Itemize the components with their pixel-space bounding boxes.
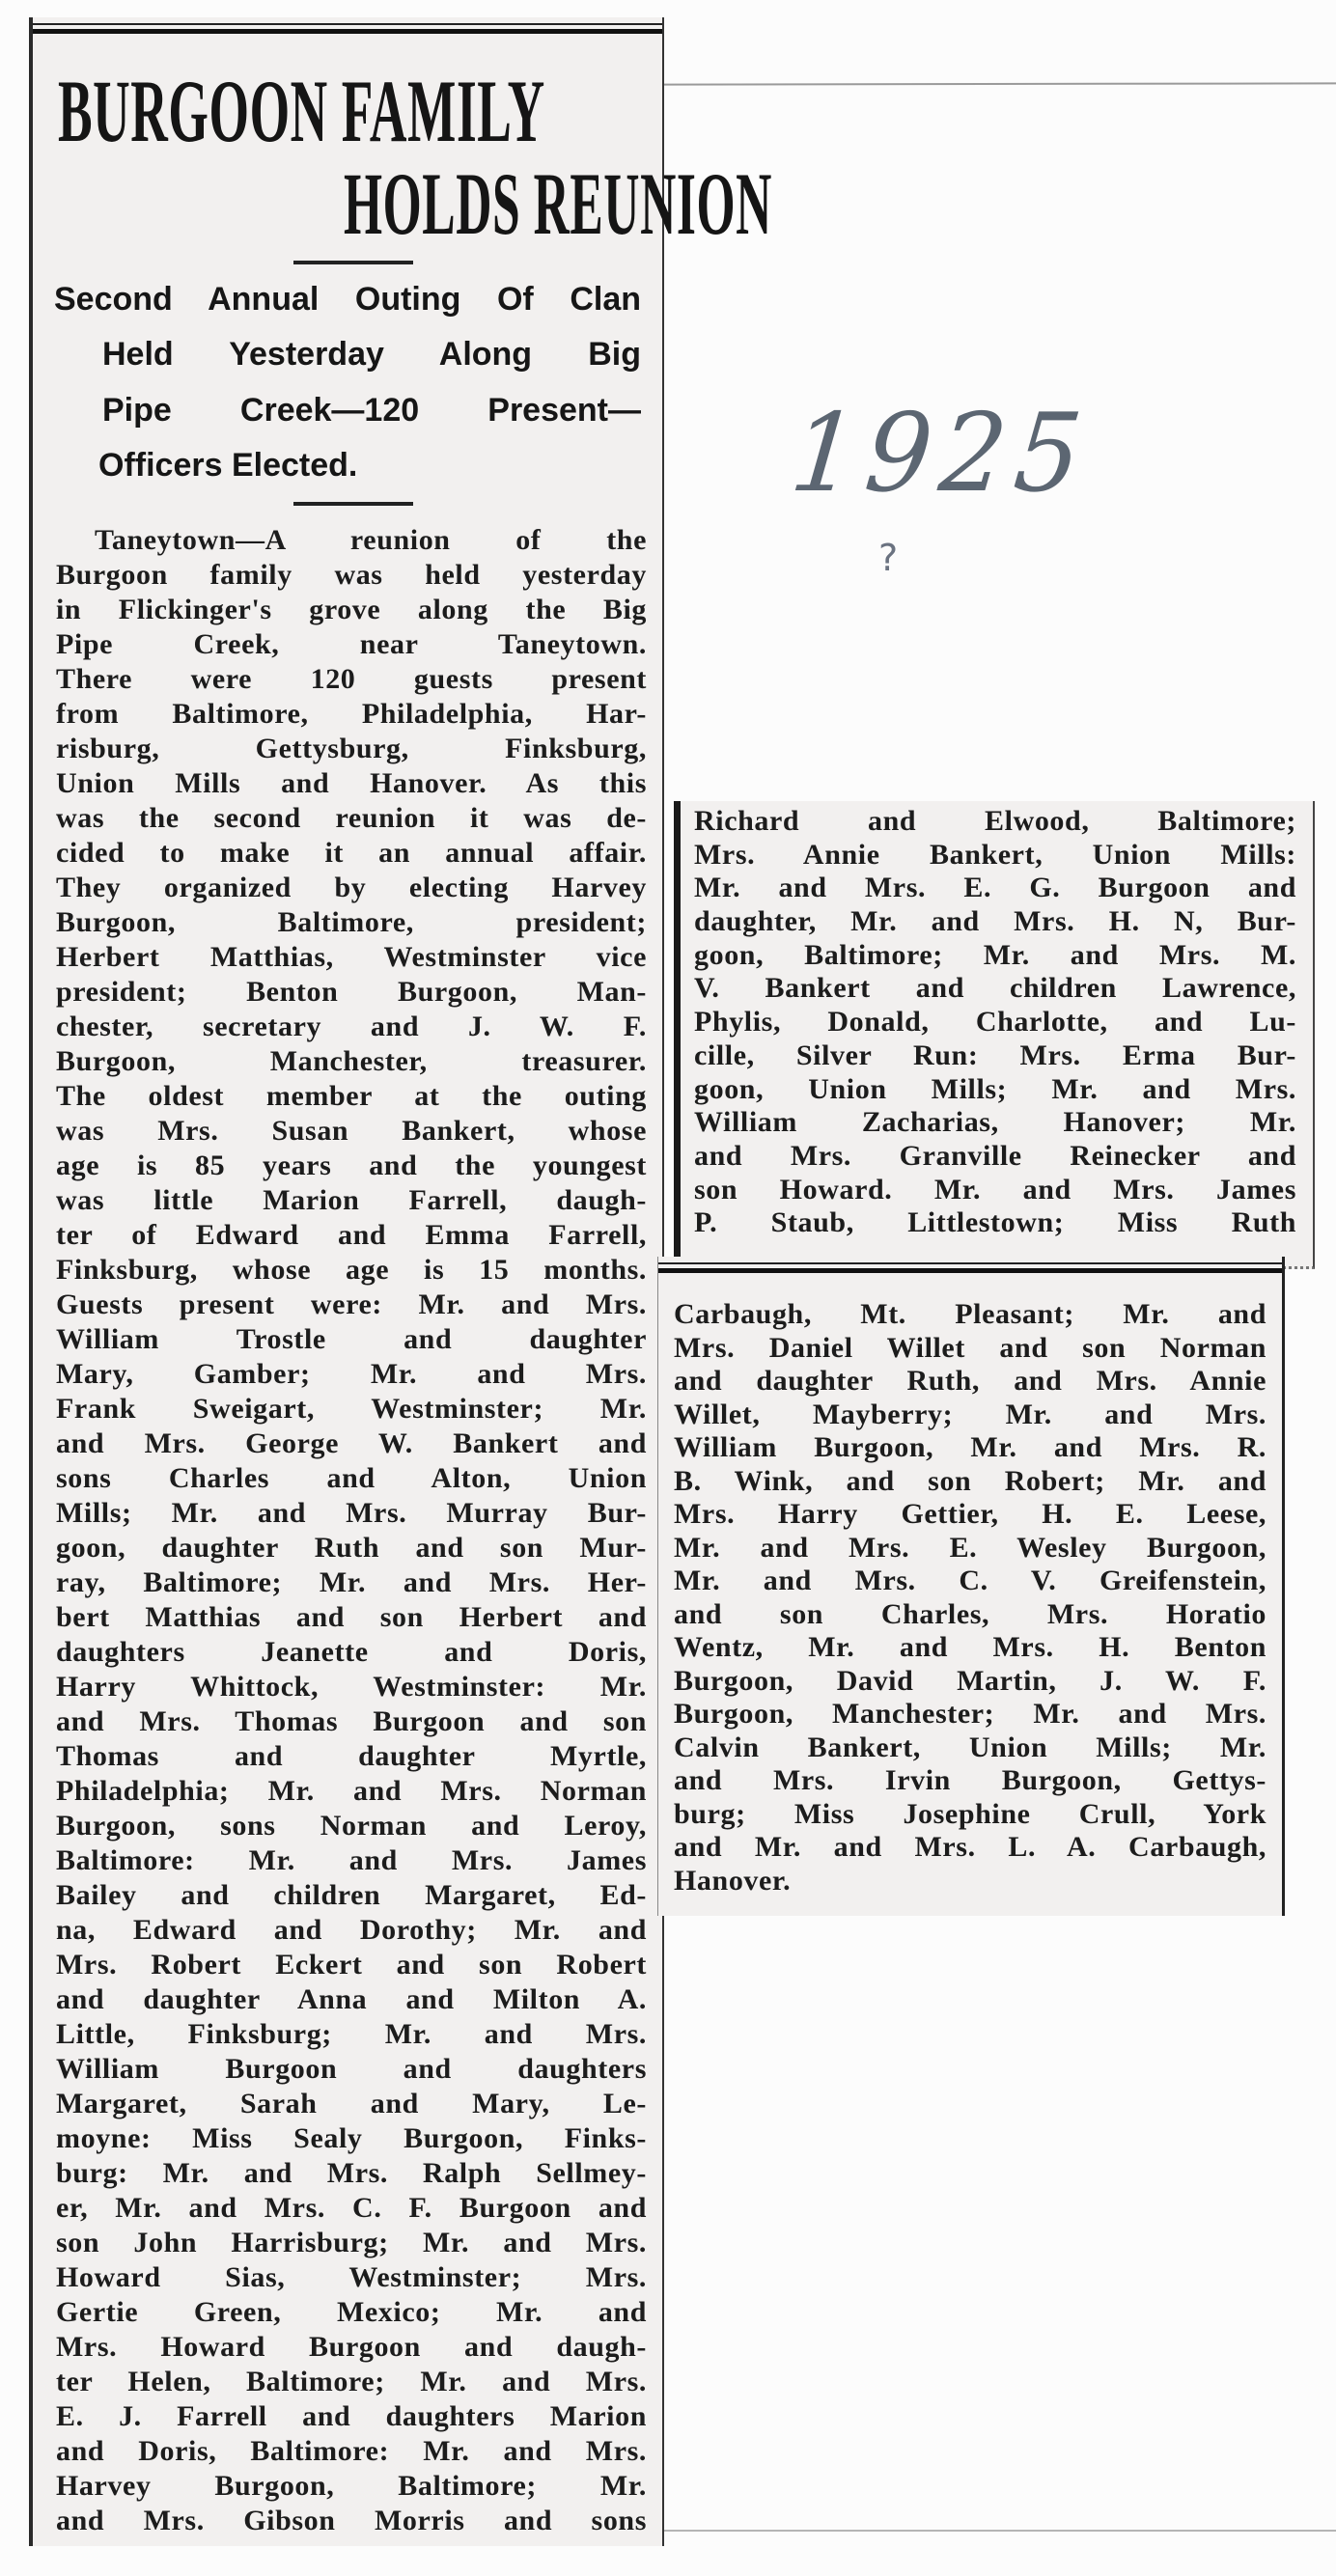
article-body-column-2: [694, 805, 1296, 1240]
text-line: goon, Baltimore; Mr. and Mrs. M.: [694, 938, 1296, 971]
article-body-column-3: [674, 1298, 1266, 1897]
text-line: V. Bankert and children Lawrence,: [694, 972, 1296, 1005]
text-line: Philadelphia; Mr. and Mrs. Norman: [56, 1775, 647, 1807]
text-line: son John Harrisburg; Mr. and Mrs.: [56, 2227, 647, 2258]
text-line: Burgoon, Baltimore, president;: [56, 906, 647, 938]
text-line: Mrs. Robert Eckert and son Robert: [56, 1949, 647, 1980]
text-line: Mr. and Mrs. E. Wesley Burgoon,: [674, 1531, 1266, 1564]
top-rule: [658, 1262, 1282, 1273]
text-line: and Mrs. Thomas Burgoon and son: [56, 1705, 647, 1737]
subheadline-line-2: Held Yesterday Along Big: [102, 336, 641, 373]
subheadline-line-1: Second Annual Outing Of Clan: [54, 281, 641, 318]
text-line: chester, secretary and J. W. F.: [56, 1011, 647, 1042]
text-line: and Mr. and Mrs. L. A. Carbaugh,: [674, 1831, 1266, 1863]
text-line: William Zacharias, Hanover; Mr.: [694, 1106, 1296, 1139]
text-line: Burgoon, sons Norman and Leroy,: [56, 1810, 647, 1842]
page-edge-line: [658, 82, 1336, 85]
text-line: Pipe Creek, near Taneytown.: [56, 628, 647, 660]
text-line: They organized by electing Harvey: [56, 872, 647, 903]
text-line: B. Wink, and son Robert; Mr. and: [674, 1464, 1266, 1497]
text-line: bert Matthias and son Herbert and: [56, 1601, 647, 1633]
text-line: son Howard. Mr. and Mrs. James: [694, 1173, 1296, 1205]
text-line: age is 85 years and the youngest: [56, 1150, 647, 1181]
text-line: Mills; Mr. and Mrs. Murray Bur-: [56, 1497, 647, 1529]
text-line: Richard and Elwood, Baltimore;: [694, 805, 1296, 837]
text-line: P. Staub, Littlestown; Miss Ruth: [694, 1206, 1296, 1239]
text-line: goon, daughter Ruth and son Mur-: [56, 1532, 647, 1564]
text-line: Mrs. Daniel Willet and son Norman: [674, 1331, 1266, 1364]
text-line: Bailey and children Margaret, Ed-: [56, 1879, 647, 1911]
text-line: Mrs. Howard Burgoon and daugh-: [56, 2331, 647, 2363]
subheadline-line-3: Pipe Creek—120 Present—: [102, 392, 641, 429]
text-line: burg; Miss Josephine Crull, York: [674, 1797, 1266, 1830]
headline-line-2: HOLDS REUNION: [344, 154, 772, 253]
text-line: Howard Sias, Westminster; Mrs.: [56, 2261, 647, 2293]
text-line: from Baltimore, Philadelphia, Har-: [56, 698, 647, 730]
text-line: daughter, Mr. and Mrs. H. N, Bur-: [694, 905, 1296, 938]
text-line: and Mrs. Gibson Morris and sons: [56, 2505, 647, 2536]
text-line: daughters Jeanette and Doris,: [56, 1636, 647, 1668]
text-line: Frank Sweigart, Westminster; Mr.: [56, 1393, 647, 1425]
newspaper-clipping-continuation-2: [657, 1257, 1285, 1916]
text-line: William Trostle and daughter: [56, 1323, 647, 1355]
text-line: Burgoon, Manchester; Mr. and Mrs.: [674, 1698, 1266, 1730]
text-line: president; Benton Burgoon, Man-: [56, 976, 647, 1008]
text-line: ter Helen, Baltimore; Mr. and Mrs.: [56, 2366, 647, 2397]
text-line: moyne: Miss Sealy Burgoon, Finks-: [56, 2122, 647, 2154]
article-body-column-1: [56, 523, 647, 2538]
text-line: sons Charles and Alton, Union: [56, 1462, 647, 1494]
text-line: was Mrs. Susan Bankert, whose: [56, 1115, 647, 1147]
text-line: Calvin Bankert, Union Mills; Mr.: [674, 1731, 1266, 1763]
headline-line-1: BURGOON FAMILY: [58, 62, 545, 160]
text-line: ter of Edward and Emma Farrell,: [56, 1219, 647, 1251]
text-line: Mary, Gamber; Mr. and Mrs.: [56, 1358, 647, 1390]
text-line: Herbert Matthias, Westminster vice: [56, 941, 647, 973]
text-line: goon, Union Mills; Mr. and Mrs.: [694, 1072, 1296, 1105]
text-line: Harvey Burgoon, Baltimore; Mr.: [56, 2470, 647, 2502]
text-line: in Flickinger's grove along the Big: [56, 594, 647, 625]
text-line: Wentz, Mr. and Mrs. H. Benton: [674, 1631, 1266, 1663]
newspaper-clipping-continuation-1: [674, 801, 1315, 1269]
text-line: Gertie Green, Mexico; Mr. and: [56, 2296, 647, 2328]
text-line: Little, Finksburg; Mr. and Mrs.: [56, 2018, 647, 2050]
text-line: E. J. Farrell and daughters Marion: [56, 2400, 647, 2432]
divider-rule: [293, 502, 413, 506]
text-line: Carbaugh, Mt. Pleasant; Mr. and: [674, 1298, 1266, 1330]
text-line: Thomas and daughter Myrtle,: [56, 1740, 647, 1772]
text-line: and son Charles, Mrs. Horatio: [674, 1597, 1266, 1630]
text-line: Margaret, Sarah and Mary, Le-: [56, 2088, 647, 2119]
text-line: Mrs. Harry Gettier, H. E. Leese,: [674, 1498, 1266, 1530]
text-line: Burgoon, Manchester, treasurer.: [56, 1045, 647, 1077]
text-line: Mr. and Mrs. C. V. Greifenstein,: [674, 1565, 1266, 1596]
text-line: Mr. and Mrs. E. G. Burgoon and: [694, 872, 1296, 904]
top-rule: [33, 23, 662, 34]
text-line: Baltimore: Mr. and Mrs. James: [56, 1844, 647, 1876]
text-line: The oldest member at the outing: [56, 1080, 647, 1112]
text-line: Phylis, Donald, Charlotte, and Lu-: [694, 1006, 1296, 1039]
text-line: and daughter Ruth, and Mrs. Annie: [674, 1365, 1266, 1397]
divider-rule: [293, 261, 413, 264]
text-line: cided to make it an annual affair.: [56, 837, 647, 869]
text-line: Taneytown—A reunion of the: [95, 524, 647, 556]
text-line: Mrs. Annie Bankert, Union Mills:: [694, 838, 1296, 871]
handwritten-year: 1925: [785, 391, 1097, 516]
text-line: na, Edward and Dorothy; Mr. and: [56, 1914, 647, 1946]
text-line: ray, Baltimore; Mr. and Mrs. Her-: [56, 1566, 647, 1598]
text-line: and Doris, Baltimore: Mr. and Mrs.: [56, 2435, 647, 2467]
text-line: risburg, Gettysburg, Finksburg,: [56, 733, 647, 764]
text-line: Finksburg, whose age is 15 months.: [56, 1254, 647, 1286]
text-line: Willet, Mayberry; Mr. and Mrs.: [674, 1398, 1266, 1430]
text-line: Burgoon family was held yesterday: [56, 559, 647, 591]
text-line: William Burgoon and daughters: [56, 2053, 647, 2085]
text-line: cille, Silver Run: Mrs. Erma Bur-: [694, 1039, 1296, 1071]
text-line: Guests present were: Mr. and Mrs.: [56, 1288, 647, 1320]
text-line: and daughter Anna and Milton A.: [56, 1983, 647, 2015]
handwritten-mark: ?: [878, 537, 899, 579]
text-line: Union Mills and Hanover. As this: [56, 767, 647, 799]
text-line: There were 120 guests present: [56, 663, 647, 695]
text-line: Burgoon, David Martin, J. W. F.: [674, 1664, 1266, 1697]
text-line: er, Mr. and Mrs. C. F. Burgoon and: [56, 2192, 647, 2224]
text-line: Harry Whittock, Westminster: Mr.: [56, 1671, 647, 1703]
text-line: was the second reunion it was de-: [56, 802, 647, 834]
text-line: and Mrs. Irvin Burgoon, Gettys-: [674, 1764, 1266, 1796]
text-line: and Mrs. George W. Bankert and: [56, 1427, 647, 1459]
text-line: burg: Mr. and Mrs. Ralph Sellmey-: [56, 2157, 647, 2189]
newspaper-clipping-main: [29, 17, 772, 2546]
text-line: was little Marion Farrell, daugh-: [56, 1184, 647, 1216]
text-line: William Burgoon, Mr. and Mrs. R.: [674, 1431, 1266, 1463]
subheadline-line-4: Officers Elected.: [98, 447, 358, 484]
text-line: and Mrs. Granville Reinecker and: [694, 1139, 1296, 1172]
page-bottom-line: [637, 2530, 1336, 2532]
text-line: Hanover.: [674, 1864, 792, 1897]
